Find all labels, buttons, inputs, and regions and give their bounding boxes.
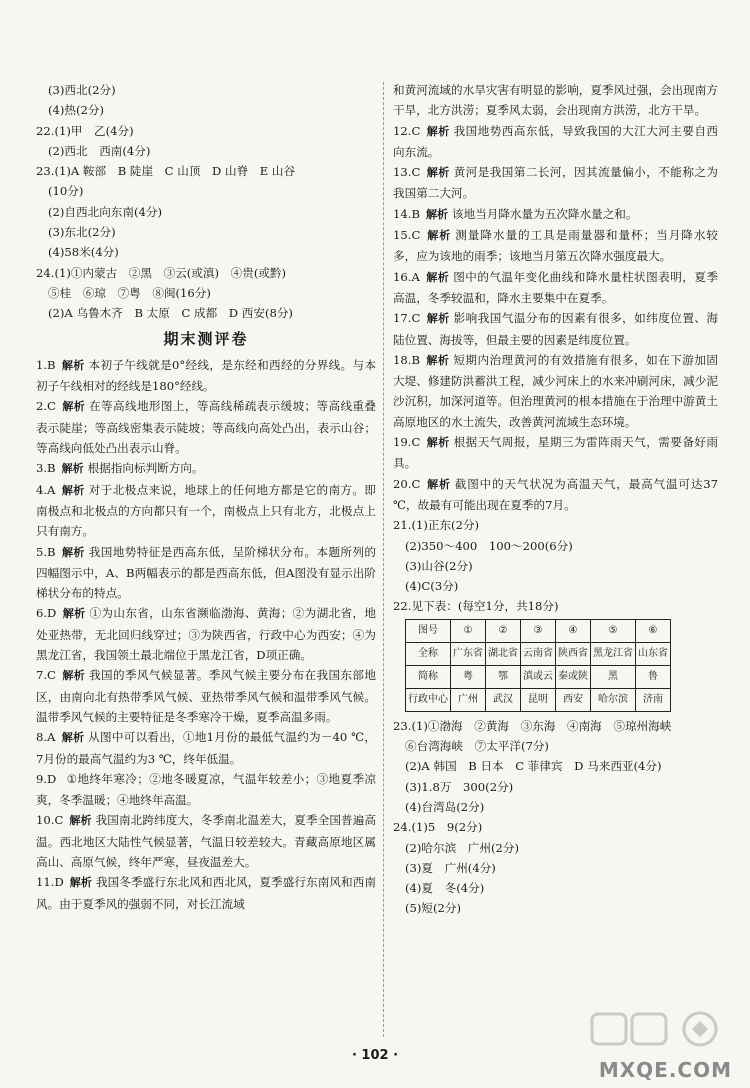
answer-item (36, 727, 376, 769)
answer-item (393, 225, 718, 267)
table-header-cell: ⑥ (636, 619, 671, 642)
watermark-text: MXQE.COM (598, 1058, 732, 1082)
table-row (406, 642, 671, 665)
table-row (406, 688, 671, 711)
analysis-text: ①为山东省，山东省濒临渤海、黄海；②为湖北省，地处亚热带，无北回归线穿过；③为陕西省，行政中心为西安；④为黑龙江省，我国领土最北端位于黑龙江省，D项正确。 (36, 606, 376, 663)
analysis-tag: 解析 (425, 353, 450, 367)
analysis-tag: 解析 (61, 400, 86, 414)
table-cell: 昆明 (521, 688, 556, 711)
answer-item (393, 432, 718, 474)
question-number: 15.C (393, 228, 421, 243)
table-cell: 粤 (451, 665, 486, 688)
analysis-text: 对于北极点来说，地球上的任何地方都是它的南方。即南极点和北极点的方向都只有一个，南极点上只有北方，北极点上只有南方。 (36, 482, 376, 539)
question-number: 1.B (36, 357, 56, 372)
analysis-tag: 解析 (61, 731, 85, 745)
answer-line: (3)1.8万 300(2分) (405, 779, 514, 794)
analysis-text: 根据天气周报，星期三为雷阵雨天气，需要备好雨具。 (393, 435, 718, 471)
analysis-tag: 解析 (61, 669, 86, 683)
table-header-cell: ⑤ (591, 619, 636, 642)
province-table (405, 619, 671, 712)
analysis-text: 根据指向标判断方向。 (87, 461, 204, 476)
answer-line: 24.(1)5 9(2分) (393, 820, 483, 835)
table-cell: 云南省 (521, 642, 556, 665)
answer-line: (2)自西北向东南(4分) (48, 204, 163, 219)
left-items (36, 355, 376, 914)
table-header-cell: ① (451, 619, 486, 642)
table-cell: 西安 (556, 688, 591, 711)
table-cell: 行政中心 (406, 688, 451, 711)
answer-line: (2)350～400 100～200(6分) (405, 538, 573, 553)
table-cell: 滇或云 (521, 665, 556, 688)
left-pre-answers (36, 80, 376, 324)
answer-item (393, 308, 718, 350)
analysis-tag: 解析 (69, 876, 92, 890)
question-number: 5.B (36, 544, 56, 559)
table-cell: 黑龙江省 (591, 642, 636, 665)
question-number: 18.B (393, 352, 420, 367)
table-cell: 黑 (591, 665, 636, 688)
answer-line: 22.(1)甲 乙(4分) (36, 123, 134, 138)
answer-line: 23.(1)A 鞍部 B 陡崖 C 山顶 D 山脊 E 山谷 (36, 164, 296, 179)
question-number: 19.C (393, 435, 421, 450)
answer-item (36, 769, 376, 811)
answer-line: (4)58米(4分) (48, 245, 119, 260)
answer-item (36, 810, 376, 872)
analysis-text: 我国南北跨纬度大，冬季南北温差大，夏季全国普遍高温。西北地区大陆性气候显著，气温日较差较大。青藏高原地区属高山、高原气候，终年严寒，昼夜温差大。 (36, 813, 376, 869)
answer-item (393, 350, 718, 432)
table-row (406, 665, 671, 688)
table-cell: 山东省 (636, 642, 671, 665)
analysis-text: 从图中可以看出，①地1月份的最低气温约为－40 ℃，7月份的最高气温约为3 ℃，终年低温。 (36, 730, 376, 766)
post-answers (393, 716, 718, 919)
analysis-tag: 解析 (425, 270, 450, 284)
answer-item (393, 267, 718, 309)
analysis-tag: 解析 (426, 229, 452, 243)
question-number: 7.C (36, 668, 56, 683)
page-number: · 102 · (351, 1048, 399, 1063)
answer-line: ⑥台湾海峡 ⑦太平洋(7分) (405, 739, 549, 754)
table-cell: 哈尔滨 (591, 688, 636, 711)
question-number: 8.A (36, 730, 56, 745)
answer-line: (3)夏 广州(4分) (405, 860, 496, 875)
table-header-cell: ② (486, 619, 521, 642)
answer-item (36, 355, 376, 397)
answer-line: (3)西北(2分) (48, 83, 116, 97)
answer-line: (2)哈尔滨 广州(2分) (405, 840, 520, 855)
analysis-tag: 解析 (425, 207, 448, 221)
table-header-cell: ④ (556, 619, 591, 642)
analysis-tag: 解析 (426, 436, 450, 450)
analysis-text: 测量降水量的工具是雨量器和量杯；当月降水较多，应为该地的雨季；该地当月第五次降水强度最大。 (393, 228, 718, 264)
answer-line: (2)A 韩国 B 日本 C 菲律宾 D 马来西亚(4分) (405, 759, 662, 774)
analysis-text: ①地终年寒冷；②地冬暖夏凉，气温年较差小；③地夏季凉爽，冬季温暖；④地终年高温。 (36, 771, 376, 808)
analysis-tag: 解析 (62, 607, 86, 621)
answer-item (36, 396, 376, 458)
question-number: 14.B (393, 206, 420, 221)
table-cell: 广州 (451, 688, 486, 711)
analysis-text: 该地当月降水量为五次降水量之和。 (451, 206, 638, 221)
answer-item (36, 665, 376, 727)
table-cell: 简称 (406, 665, 451, 688)
analysis-tag: 解析 (426, 166, 450, 180)
answer-item (36, 480, 376, 542)
table-header-cell: ③ (521, 619, 556, 642)
answer-item (393, 121, 718, 163)
right-column (393, 80, 718, 919)
answer-item (36, 603, 376, 665)
answer-item (393, 474, 718, 516)
table-cell: 秦或陕 (556, 665, 591, 688)
answer-line: (3)山谷(2分) (405, 558, 473, 573)
answer-line: (4)C(3分) (405, 579, 459, 594)
right-items (393, 121, 718, 516)
analysis-text: 短期内治理黄河的有效措施有很多，如在下游加固大堤、修建防洪蓄洪工程，减少河床上的水来冲刷河床，减少泥沙沉积，加深河道等。但治理黄河的根本措施在于治理中游黄土高原地区的水土流失，改善黄河流域生态环境。 (393, 352, 718, 429)
answer-line: 23.(1)①渤海 ②黄海 ③东海 ④南海 ⑤琼州海峡 (393, 718, 672, 733)
left-column (36, 80, 376, 914)
answer-item (36, 542, 376, 604)
question-number: 3.B (36, 461, 56, 476)
analysis-text: 在等高线地形图上，等高线稀疏表示缓坡；等高线重叠表示陡崖；等高线密集表示陡坡；等高线向高处凸出，表示山谷；等高线向低处凸出表示山脊。 (36, 399, 376, 456)
answer-line: (10分) (48, 184, 84, 199)
analysis-text: 我国地势特征是西高东低，呈阶梯状分布。本题所列的四幅图示中，A、B两幅表示的都是西高东低，但A图没有显示出阶梯状分布的特点。 (36, 544, 376, 601)
analysis-tag: 解析 (61, 358, 85, 372)
analysis-tag: 解析 (426, 312, 450, 326)
q21-answers (393, 515, 718, 596)
column-divider (383, 82, 384, 1037)
answer-line: 24.(1)①内蒙古 ②黑 ③云(或滇) ④贵(或黔) (36, 265, 287, 280)
answer-line: ⑤桂 ⑥琼 ⑦粤 ⑧闽(16分) (48, 285, 211, 300)
analysis-text: 黄河是我国第二长河，因其流量偏小，不能称之为我国第二大河。 (393, 165, 718, 201)
section-title: 期末测评卷 (163, 329, 249, 348)
question-number: 2.C (36, 399, 56, 414)
q22-title: 22.见下表：(每空1分，共18分) (393, 599, 559, 614)
answer-item (36, 458, 376, 479)
answer-line: (4)热(2分) (48, 103, 105, 118)
analysis-text: 我国地势西高东低，导致我国的大江大河主要自西向东流。 (393, 123, 718, 159)
answer-line: 21.(1)正东(2分) (393, 518, 480, 533)
analysis-tag: 解析 (61, 462, 84, 476)
analysis-tag: 解析 (426, 124, 450, 138)
analysis-text: 截图中的天气状况为高温天气，最高气温可达37 ℃，故最有可能出现在夏季的7月。 (393, 476, 718, 512)
answer-item (393, 204, 718, 225)
analysis-tag: 解析 (61, 483, 85, 497)
answer-line: (2)A 乌鲁木齐 B 太原 C 成都 D 西安(8分) (48, 306, 293, 321)
question-number: 13.C (393, 165, 421, 180)
table-cell: 济南 (636, 688, 671, 711)
table-header-row (406, 619, 671, 642)
answer-item (36, 872, 376, 914)
analysis-text: 我国的季风气候显著。季风气候主要分布在我国东部地区，由南向北有热带季风气候、亚热带季风气候和温带季风气候。温带季风气候的主要特征是冬季寒冷干燥，夏季高温多雨。 (36, 668, 376, 724)
analysis-text: 图中的气温年变化曲线和降水量柱状图表明，夏季高温，冬季较温和，降水主要集中在夏季。 (393, 269, 718, 305)
analysis-text: 我国冬季盛行东北风和西北风，夏季盛行东南风和西南风。由于夏季风的强弱不同，对长江流域 (36, 875, 376, 911)
table-header-cell: 图号 (406, 619, 451, 642)
analysis-tag: 解析 (426, 477, 451, 491)
table-cell: 全称 (406, 642, 451, 665)
analysis-tag: 解析 (61, 545, 85, 559)
table-cell: 武汉 (486, 688, 521, 711)
table-cell: 广东省 (451, 642, 486, 665)
analysis-tag: 解析 (69, 814, 92, 828)
question-number: 10.C (36, 813, 64, 828)
answer-continuation: 和黄河流域的水旱灾害有明显的影响，夏季风过强，会出现南方干旱，北方洪涝；夏季风太弱，会出现南方洪涝，北方干旱。 (393, 83, 718, 118)
answer-line: (5)短(2分) (405, 901, 462, 916)
answer-line: (4)台湾岛(2分) (405, 799, 485, 814)
question-number: 20.C (393, 476, 421, 491)
question-number: 16.A (393, 269, 420, 284)
table-cell: 鲁 (636, 665, 671, 688)
question-number: 17.C (393, 311, 421, 326)
answer-item (393, 162, 718, 204)
analysis-text: 影响我国气温分布的因素有很多，如纬度位置、海陆位置、海拔等，但最主要的因素是纬度位置。 (393, 311, 718, 347)
table-cell: 陕西省 (556, 642, 591, 665)
question-number: 9.D (36, 771, 57, 786)
question-number: 6.D (36, 606, 57, 621)
question-number: 12.C (393, 123, 421, 138)
question-number: 11.D (36, 875, 64, 890)
answer-line: (2)西北 西南(4分) (48, 143, 151, 158)
table-cell: 鄂 (486, 665, 521, 688)
answer-line: (4)夏 冬(4分) (405, 881, 485, 896)
answer-line: (3)东北(2分) (48, 225, 116, 240)
question-number: 4.A (36, 482, 56, 497)
analysis-text: 本初子午线就是0°经线，是东经和西经的分界线。与本初子午线相对的经线是180°经线。 (36, 357, 376, 394)
table-cell: 湖北省 (486, 642, 521, 665)
